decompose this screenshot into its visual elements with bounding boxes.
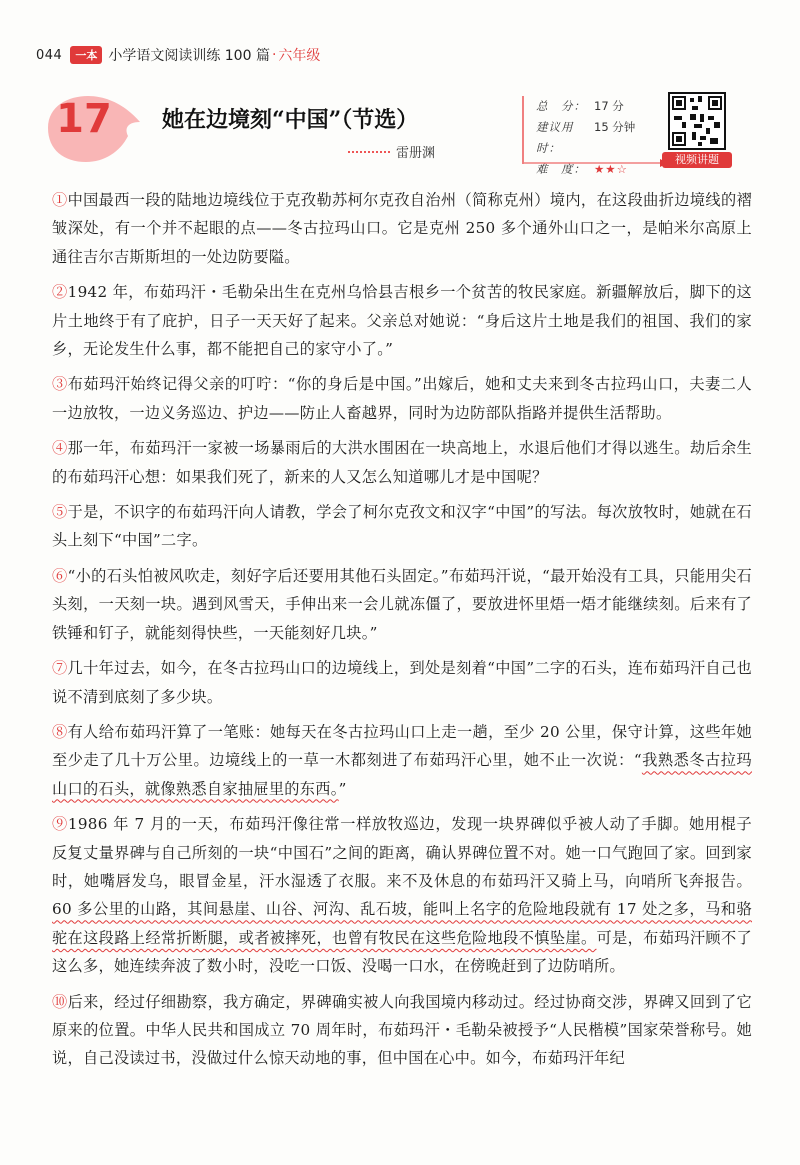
paragraph-text: 1986 年 7 月的一天，布茹玛汗像往常一样放牧巡边，发现一块界碑似乎被人动了手脚。她用棍子反复丈量界碑与自己所刻的一块“中国石”之间的距离，确认界碑位置不对。她一口气跑回了家。回到家时，她嘴唇发乌，眼冒金星，汗水湿透了衣服。来不及休息的布茹玛汗又骑上马，向哨所飞奔报告。 [52, 815, 752, 890]
paragraph-number: ④ [52, 439, 68, 458]
paragraph-text: 中国最西一段的陆地边境线位于克孜勒苏柯尔克孜自治州（简称克州）境内，在这段曲折边境线的褶皱深处，有一个并不起眼的点——冬古拉玛山口。它是克州 250 多个通外山口之一，是帕米尔高原上通往吉尔吉斯斯坦的一处边防要隘。 [52, 191, 752, 266]
author-leader-dots [348, 151, 390, 153]
paragraph-text: 于是，不识字的布茹玛汗向人请教，学会了柯尔克孜文和汉字“中国”的写法。每次放牧时，她就在石头上刻下“中国”二字。 [52, 503, 752, 550]
paragraph-text: 几十年过去，如今，在冬古拉玛山口的边境线上，到处是刻着“中国”二字的石头，连布茹玛汗自己也说不清到底刻了多少块。 [52, 659, 752, 706]
exercise-meta [522, 96, 662, 176]
paragraph-number: ⑦ [52, 659, 68, 678]
score-row [536, 96, 662, 117]
paragraph [52, 186, 752, 271]
paragraph-text: 布茹玛汗始终记得父亲的叮咛：“你的身后是中国。”出嫁后，她和丈夫来到冬古拉玛山口，夫妻二人一边放牧，一边义务巡边、护边——防止人畜越界，同时为边防部队指路并提供生活帮助。 [52, 375, 752, 422]
article-body [52, 186, 752, 1080]
grade-label: 六年级 [278, 48, 321, 64]
paragraph [52, 370, 752, 427]
paragraph-number: ⑨ [52, 815, 68, 834]
score-label: 总 分： [536, 99, 586, 113]
running-header [36, 42, 320, 68]
paragraph-number: ⑩ [52, 992, 68, 1011]
article-number-badge [40, 92, 144, 164]
score-value: 17 分 [594, 99, 624, 113]
marked-sentence: 我熟悉冬古拉玛山口的石头，就像熟悉自家抽屉里的东西。 [52, 751, 752, 798]
paragraph-text: “小的石头怕被风吹走，刻好字后还要用其他石头固定。”布茹玛汗说，“最开始没有工具，只能用尖石头刻，一天刻一块。遇到风雪天，手伸出来一会儿就冻僵了，要放进怀里焐一焐才能继续刻。后来有了铁锤和钉子，就能刻得快些，一天能刻好几块。” [52, 566, 752, 642]
paragraph [52, 434, 752, 491]
series-title: 小学语文阅读训练 100 篇 [108, 48, 270, 64]
page-number: 044 [36, 47, 63, 63]
marked-sentence: 60 多公里的山路，其间悬崖、山谷、河沟、乱石坡，能叫上名字的危险地段就有 17 处之多，马和骆驼在这段路上经常折断腿，或者被摔死，也曾有牧民在这些危险地段不慎坠崖。 [52, 900, 752, 947]
video-lesson-label[interactable]: 视频讲题 [662, 152, 732, 168]
difficulty-stars: ★★☆ [594, 162, 628, 176]
paragraph-number: ⑤ [52, 503, 68, 522]
paragraph [52, 562, 752, 647]
paragraph-number: ⑥ [52, 566, 68, 585]
paragraph [52, 718, 752, 803]
time-row [536, 117, 662, 159]
arrow-line [522, 158, 670, 168]
paragraph-number: ③ [52, 375, 68, 394]
series-separator: · [271, 47, 277, 63]
paragraph-number: ⑧ [52, 722, 68, 741]
article-title: 她在边境刻“中国”（节选） [162, 107, 419, 133]
author-name: 雷册渊 [396, 146, 436, 161]
paragraph-text: 有人给布茹玛汗算了一笔账：她每天在冬古拉玛山口上走一趟，至少 20 公里，保守计算，这些年她至少走了几十万公里。边境线上的一草一木都刻进了布茹玛汗心里，她不止一次说：“ [52, 722, 752, 770]
paragraph [52, 498, 752, 555]
time-value: 15 分钟 [594, 120, 636, 134]
paragraph-number: ② [52, 283, 68, 302]
paragraph-text-tail: ” [338, 779, 347, 798]
paragraph-text: 1942 年，布茹玛汗・毛勒朵出生在克州乌恰县吉根乡一个贫苦的牧民家庭。新疆解放后，脚下的这片土地终于有了庇护，日子一天天好了起来。父亲总对她说：“身后这片土地是我们的祖国、我们的家乡，无论发生什么事，都不能把自己的家守小了。” [52, 283, 752, 359]
difficulty-label: 难 度： [536, 162, 586, 176]
qr-code[interactable] [668, 92, 726, 150]
article-number: 17 [56, 96, 112, 142]
paragraph [52, 810, 752, 980]
time-label: 建议用时： [536, 120, 574, 155]
paragraph-number: ① [52, 191, 68, 209]
paragraph [52, 278, 752, 363]
paragraph-text: 那一年，布茹玛汗一家被一场暴雨后的大洪水围困在一块高地上，水退后他们才得以逃生。劫后余生的布茹玛汗心想：如果我们死了，新来的人又怎么知道哪儿才是中国呢？ [52, 439, 752, 486]
qr-code-icon [670, 94, 724, 148]
series-logo: 一本 [70, 46, 102, 64]
paragraph-text-tail: 可是，布茹玛汗顾不了这么多，她连续奔波了数小时，没吃一口饭、没喝一口水，在傍晚赶到了边防哨所。 [52, 928, 753, 976]
author-line [348, 142, 435, 161]
paragraph [52, 988, 752, 1073]
paragraph [52, 654, 752, 711]
paragraph-text: 后来，经过仔细勘察，我方确定，界碑确实被人向我国境内移动过。经过协商交涉，界碑又回到了它原来的位置。中华人民共和国成立 70 周年时，布茹玛汗・毛勒朵被授予“人民楷模”国家荣誉称号。她说，自己没读过书，没做过什么惊天动地的事，但中国在心中。如今，布茹玛汗年纪 [52, 992, 752, 1068]
